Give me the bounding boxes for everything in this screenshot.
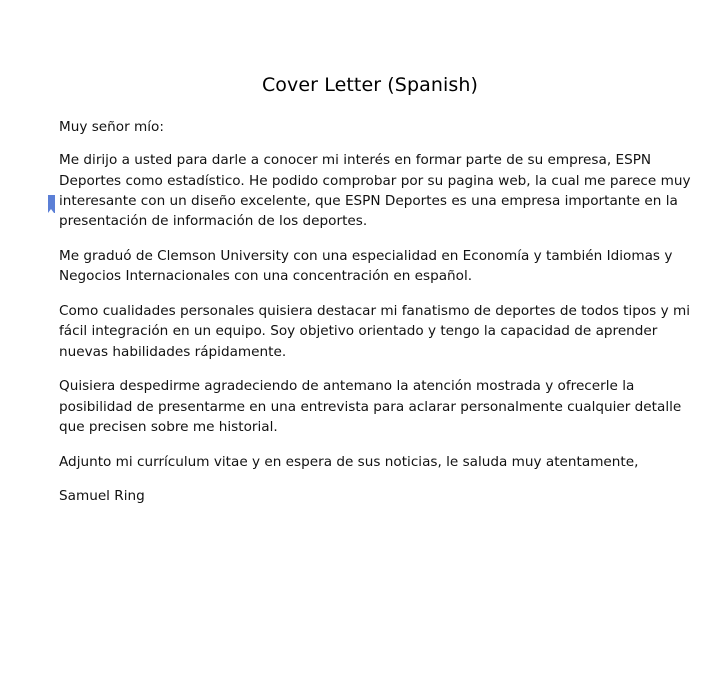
letter-body (59, 117, 699, 521)
bookmark-icon[interactable] (48, 195, 55, 213)
closing-line: Adjunto mi currículum vitae y en espera de sus noticias, le saluda muy atentamente, (59, 453, 639, 470)
salutation: Muy señor mío: (59, 119, 164, 135)
document-title: Cover Letter (Spanish) (261, 74, 479, 96)
signature: Samuel Ring (59, 488, 145, 505)
paragraph-farewell: Quisiera despedirme agradeciendo de antemano la atención mostrada y ofrecerle la posibilidad de presentarme en una entrevista para aclarar personalmente cualquier detalle que precisen sobre me historial. (59, 378, 682, 436)
paragraph-education: Me graduó de Clemson University con una especialidad en Economía y también Idiomas y Negocios Internacionales con una concentración en español. (59, 247, 673, 285)
paragraph-qualities: Como cualidades personales quisiera destacar mi fanatismo de deportes de todos tipos y mi fácil integración en un equipo. Soy objetivo orientado y tengo la capacidad de aprender nuevas habilidades rápidamente. (59, 303, 690, 360)
paragraph-intro: Me dirijo a usted para darle a conocer mi interés en formar parte de su empresa, ESPN Deportes como estadístico. He podido comprobar por su pagina web, la cual me parece muy interesante con un diseño excelente, que ESPN Deportes es una empresa importante en la presentación de información de los deportes. (59, 152, 691, 230)
